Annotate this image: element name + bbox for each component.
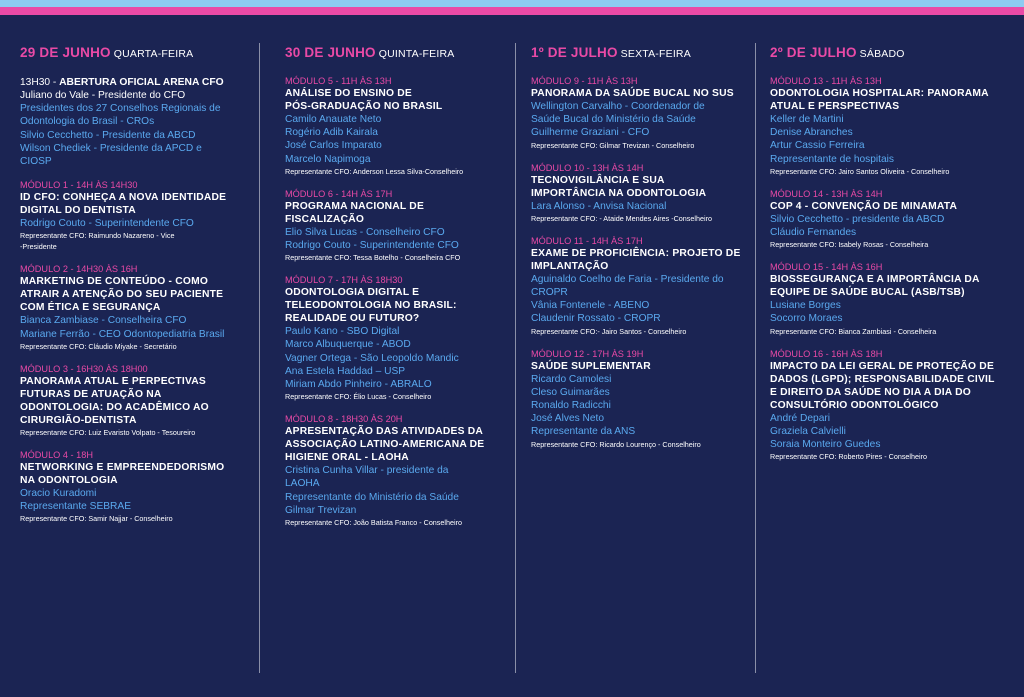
- module-time: MÓDULO 12 - 17H ÀS 19H: [531, 348, 644, 359]
- cfo-representative: Representante CFO: Tessa Botelho - Conselheira CFO: [285, 253, 461, 263]
- speaker-line: Representante do Ministério da Saúde: [285, 491, 459, 503]
- speaker-line: Rodrigo Couto - Superintendente CFO: [20, 218, 194, 230]
- module-block: [285, 75, 517, 177]
- speaker-line: Wellington Carvalho - Coordenador de: [531, 101, 705, 112]
- module-time: MÓDULO 2 - 14H30 ÀS 16H: [20, 264, 138, 275]
- module-time: MÓDULO 13 - 11H ÀS 13H: [770, 76, 882, 86]
- cfo-representative: -Presidente: [20, 242, 57, 252]
- module-time: MÓDULO 11 - 14H ÀS 17H: [531, 235, 643, 246]
- speaker-line: Representante de hospitais: [770, 153, 895, 165]
- speaker-line: Keller de Martini: [770, 114, 844, 125]
- day-weekday: QUARTA-FEIRA: [113, 48, 194, 60]
- speaker-line: Guilherme Graziani - CFO: [531, 127, 650, 139]
- module-title-line: FISCALIZAÇÃO: [285, 213, 365, 225]
- speaker-line: Miriam Abdo Pinheiro - ABRALO: [285, 379, 432, 391]
- speaker-line: Cláudio Fernandes: [770, 227, 857, 239]
- module-time: MÓDULO 16 - 16H ÀS 18H: [770, 348, 883, 359]
- module-block: [770, 348, 1006, 463]
- opening-people: [20, 102, 250, 168]
- cfo-representative: Representante CFO: Élio Lucas - Conselheiro: [285, 392, 432, 402]
- speaker-line: Silvio Cecchetto - presidente da ABCD: [770, 213, 945, 225]
- speaker-line: Elio Silva Lucas - Conselheiro CFO: [285, 226, 445, 238]
- cfo-representative: Representante CFO: Raimundo Nazareno - Vice: [20, 231, 175, 241]
- speaker-line: Graziela Calvielli: [770, 425, 846, 437]
- cfo-representative: Representante CFO: Anderson Lessa Silva-Conselheiro: [285, 166, 464, 176]
- module-block: [20, 263, 250, 351]
- day-date: 29 DE JUNHO: [20, 45, 111, 60]
- module-title-line: COM ÉTICA E SEGURANÇA: [20, 302, 161, 314]
- module-block: [770, 75, 1006, 177]
- day-header: [770, 44, 1006, 62]
- module-title-line: CONSULTÓRIO ODONTOLÓGICO: [770, 399, 939, 411]
- cfo-representative: Representante CFO: - Ataide Mendes Aires -Conselheiro: [531, 213, 712, 223]
- speaker-line: Representante SEBRAE: [20, 501, 131, 513]
- module-time: MÓDULO 8 - 18H30 ÀS 20H: [285, 414, 403, 425]
- speaker-line: Wilson Chediek - Presidente da APCD e: [20, 142, 202, 154]
- speaker-line: Ana Estela Haddad – USP: [285, 365, 406, 377]
- speaker-line: Marcelo Napimoga: [285, 153, 371, 165]
- module-time: MÓDULO 9 - 11H ÀS 13H: [531, 76, 638, 86]
- module-title-line: PANORAMA ATUAL E PERPECTIVAS: [20, 375, 206, 387]
- module-title-line: EQUIPE DE SAÚDE BUCAL (ASB/TSB): [770, 287, 965, 299]
- module-title-line: DADOS (LGPD); RESPONSABILIDADE CIVIL: [770, 373, 995, 385]
- speaker-line: Presidentes dos 27 Conselhos Regionais de: [20, 103, 221, 115]
- opening-title: ABERTURA OFICIAL ARENA CFO: [59, 77, 224, 88]
- speaker-line: Vagner Ortega - São Leopoldo Mandic: [285, 352, 459, 364]
- module-title-line: IMPACTO DA LEI GERAL DE PROTEÇÃO DE: [770, 360, 995, 372]
- module-title-line: HIGIENE ORAL - LAOHA: [285, 452, 409, 464]
- module-block: [20, 363, 250, 438]
- speaker-line: Silvio Cecchetto - Presidente da ABCD: [20, 129, 196, 141]
- cfo-representative: Representante CFO: Jairo Santos Oliveira - Conselheiro: [770, 166, 950, 176]
- speaker-line: Mariane Ferrão - CEO Odontopediatria Brasil: [20, 328, 225, 340]
- cfo-representative: Representante CFO: Luiz Evaristo Volpato - Tesoureiro: [20, 427, 196, 437]
- speaker-line: Representante da ANS: [531, 426, 636, 438]
- module-title-line: IMPLANTAÇÃO: [531, 260, 609, 272]
- speaker-line: Aguinaldo Coelho de Faria - Presidente do: [531, 273, 724, 285]
- day-header: [531, 44, 763, 62]
- speaker-line: José Alves Neto: [531, 413, 605, 425]
- speaker-line: Lusiane Borges: [770, 300, 841, 312]
- cfo-representative: Representante CFO: Cláudio Miyake - Secretário: [20, 341, 177, 351]
- module-time: MÓDULO 3 - 16H30 ÀS 18H00: [20, 363, 148, 374]
- speaker-line: CROPR: [531, 287, 568, 299]
- module-block: [770, 261, 1006, 336]
- speaker-line: CIOSP: [20, 156, 52, 168]
- speaker-line: Socorro Moraes: [770, 313, 843, 325]
- speaker-line: Bianca Zambiase - Conselheira CFO: [20, 315, 187, 327]
- opening-time: 13H30 -: [20, 77, 60, 88]
- module-title-line: REALIDADE OU FUTURO?: [285, 313, 420, 325]
- module-title-line: E DIREITO DA SAÚDE NO DIA A DIA DO: [770, 386, 971, 398]
- opening-session: [20, 76, 250, 168]
- speaker-line: Cristina Cunha Villar - presidente da: [285, 465, 449, 477]
- cfo-representative: Representante CFO: Isabely Rosas - Conselheira: [770, 240, 929, 250]
- module-title-line: COP 4 - CONVENÇÃO DE MINAMATA: [770, 200, 958, 212]
- day-column-29-junho: [20, 44, 250, 535]
- top-stripe-pink: [0, 7, 1024, 15]
- module-block: [770, 188, 1006, 250]
- cfo-representative: Representante CFO:- Jairo Santos - Conselheiro: [531, 326, 687, 336]
- speaker-line: Lara Alonso - Anvisa Nacional: [531, 200, 667, 212]
- module-title-line: CIRURGIÃO-DENTISTA: [20, 414, 137, 426]
- module-title-line: EXAME DE PROFICIÊNCIA: PROJETO DE: [531, 247, 741, 259]
- speaker-line: Vânia Fontenele - ABENO: [531, 300, 650, 312]
- speaker-line: LAOHA: [285, 478, 320, 490]
- day-date: 30 DE JUNHO: [285, 45, 376, 60]
- day-column-30-junho: [285, 44, 517, 539]
- module-title-line: ODONTOLOGIA: DO ACADÊMICO AO: [20, 401, 209, 413]
- module-title-line: BIOSSEGURANÇA E A IMPORTÂNCIA DA: [770, 274, 980, 286]
- speaker-line: Camilo Anauate Neto: [285, 114, 382, 125]
- module-time: MÓDULO 14 - 13H ÀS 14H: [770, 188, 883, 199]
- module-list: [770, 75, 1006, 462]
- day-header: [285, 44, 517, 62]
- speaker-line: Marco Albuquerque - ABOD: [285, 339, 411, 351]
- module-time: MÓDULO 15 - 14H ÀS 16H: [770, 262, 883, 273]
- module-title-line: PÓS-GRADUAÇÃO NO BRASIL: [285, 101, 443, 112]
- speaker-line: Rogério Adib Kairala: [285, 127, 378, 139]
- module-title-line: TELEODONTOLOGIA NO BRASIL:: [285, 300, 457, 312]
- module-time: MÓDULO 10 - 13H ÀS 14H: [531, 162, 644, 173]
- top-stripe-light-blue: [0, 0, 1024, 7]
- module-title-line: PROGRAMA NACIONAL DE: [285, 200, 425, 212]
- speaker-line: André Depari: [770, 412, 831, 424]
- speaker-line: Denise Abranches: [770, 127, 853, 139]
- module-list: [20, 179, 250, 524]
- speaker-line: Odontologia do Brasil - CROs: [20, 116, 155, 128]
- module-list: [531, 75, 763, 450]
- speaker-line: Ronaldo Radicchi: [531, 400, 611, 412]
- module-title-line: ANÁLISE DO ENSINO DE: [285, 88, 413, 99]
- module-block: [285, 274, 517, 402]
- module-title-line: NA ODONTOLOGIA: [20, 474, 118, 486]
- speaker-line: Cleso Guimarães: [531, 386, 610, 398]
- opening-host: Juliano do Vale - Presidente do CFO: [20, 90, 186, 101]
- cfo-representative: Representante CFO: Gilmar Trevizan - Conselheiro: [531, 140, 695, 150]
- cfo-representative: Representante CFO: Samir Najjar - Conselheiro: [20, 514, 173, 524]
- module-title-line: ID CFO: CONHEÇA A NOVA IDENTIDADE: [20, 192, 227, 204]
- module-title-line: NETWORKING E EMPREENDEDORISMO: [20, 461, 225, 473]
- module-title-line: MARKETING DE CONTEÚDO - COMO: [20, 276, 209, 288]
- module-block: [285, 413, 517, 528]
- module-block: [531, 348, 763, 450]
- module-block: [531, 75, 763, 151]
- module-title-line: ATRAIR A ATENÇÃO DO SEU PACIENTE: [20, 289, 224, 301]
- module-block: [531, 162, 763, 224]
- day-weekday: SEXTA-FEIRA: [620, 48, 691, 60]
- module-block: [20, 449, 250, 524]
- module-title-line: DIGITAL DO DENTISTA: [20, 205, 136, 217]
- module-title-line: APRESENTAÇÃO DAS ATIVIDADES DA: [285, 426, 484, 438]
- speaker-line: Artur Cassio Ferreira: [770, 140, 865, 152]
- module-title-line: ATUAL E PERSPECTIVAS: [770, 101, 900, 112]
- module-title-line: IMPORTÂNCIA NA ODONTOLOGIA: [531, 187, 707, 199]
- day-date: 1º DE JULHO: [531, 45, 618, 60]
- day-column-1-julho: [531, 44, 763, 461]
- speaker-line: Claudenir Rossato - CROPR: [531, 313, 661, 325]
- cfo-representative: Representante CFO: João Batista Franco - Conselheiro: [285, 518, 462, 528]
- day-weekday: SÁBADO: [859, 48, 905, 60]
- module-time: MÓDULO 4 - 18H: [20, 449, 94, 460]
- module-block: [531, 235, 763, 337]
- module-time: MÓDULO 6 - 14H ÀS 17H: [285, 188, 393, 199]
- speaker-line: Oracio Kuradomi: [20, 487, 97, 499]
- module-block: [285, 188, 517, 263]
- module-title-line: TECNOVIGILÂNCIA E SUA: [531, 174, 665, 186]
- module-title-line: PANORAMA DA SAÚDE BUCAL NO SUS: [531, 88, 734, 99]
- module-list: [285, 75, 517, 528]
- speaker-line: Paulo Kano - SBO Digital: [285, 326, 400, 338]
- module-block: [20, 179, 250, 252]
- day-date: 2º DE JULHO: [770, 45, 857, 60]
- speaker-line: Ricardo Camolesi: [531, 373, 612, 385]
- module-title-line: ASSOCIAÇÃO LATINO-AMERICANA DE: [285, 439, 485, 451]
- module-title-line: SAÚDE SUPLEMENTAR: [531, 360, 651, 372]
- speaker-line: Soraia Monteiro Guedes: [770, 439, 881, 451]
- cfo-representative: Representante CFO: Roberto Pires - Conselheiro: [770, 452, 927, 462]
- module-title-line: FUTURAS DE ATUAÇÃO NA: [20, 388, 162, 400]
- day-weekday: QUINTA-FEIRA: [378, 48, 455, 60]
- speaker-line: Gilmar Trevizan: [285, 504, 357, 516]
- speaker-line: Saúde Bucal do Ministério da Saúde: [531, 114, 696, 126]
- day-header: [20, 44, 250, 62]
- module-time: MÓDULO 5 - 11H ÀS 13H: [285, 76, 392, 86]
- cfo-representative: Representante CFO: Bianca Zambiasi - Conselheira: [770, 326, 937, 336]
- module-time: MÓDULO 1 - 14H ÀS 14H30: [20, 180, 138, 191]
- cfo-representative: Representante CFO: Ricardo Lourenço - Conselheiro: [531, 439, 701, 449]
- day-column-2-julho: [770, 44, 1006, 473]
- module-title-line: ODONTOLOGIA DIGITAL E: [285, 287, 420, 299]
- column-divider: [259, 43, 260, 673]
- module-time: MÓDULO 7 - 17H ÀS 18H30: [285, 275, 403, 286]
- module-title-line: ODONTOLOGIA HOSPITALAR: PANORAMA: [770, 88, 989, 99]
- speaker-line: José Carlos Imparato: [285, 140, 382, 152]
- speaker-line: Rodrigo Couto - Superintendente CFO: [285, 240, 459, 252]
